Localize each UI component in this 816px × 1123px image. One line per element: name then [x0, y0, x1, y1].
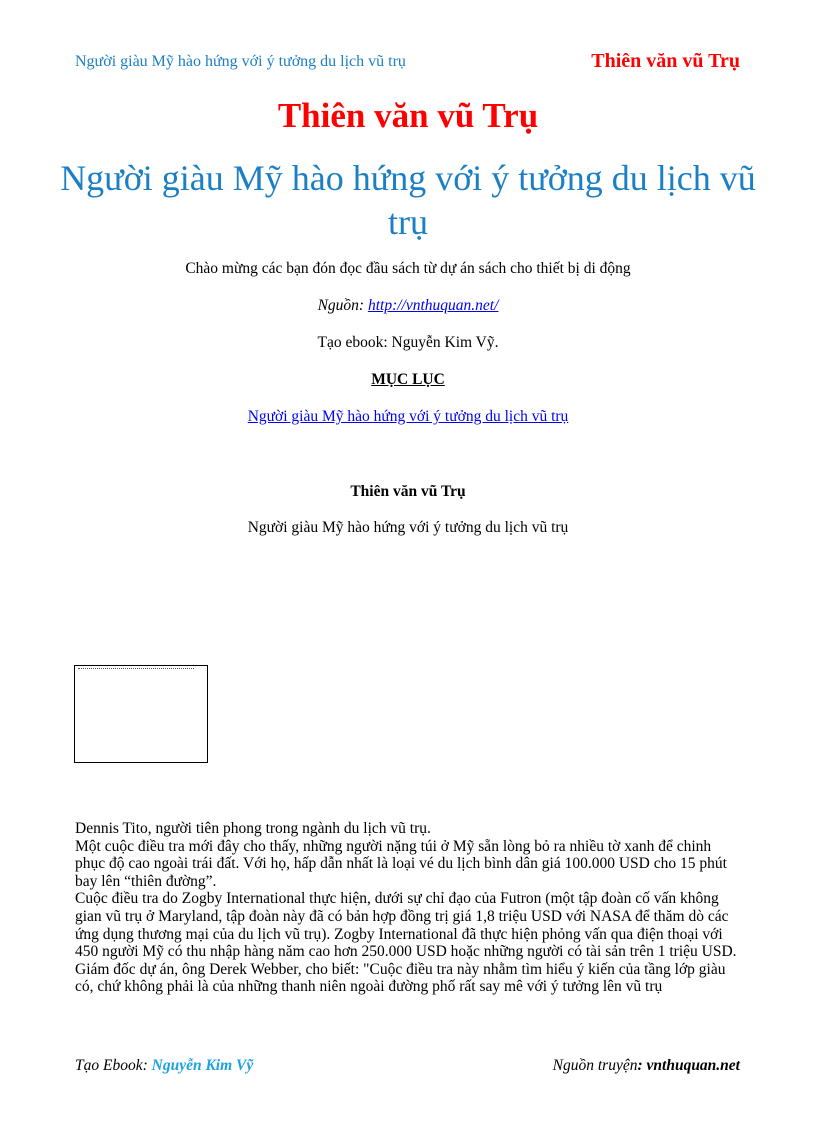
book-title: Thiên văn vũ Trụ [277, 96, 539, 135]
footer-source-separator: : [637, 1057, 647, 1074]
source-line [0, 297, 816, 315]
paragraph-3: Giám đốc dự án, ông Derek Webber, cho biết: "Cuộc điều tra này nhằm tìm hiểu ý kiến của tầng lớp giàu có, chứ không phải là của những thanh niên ngoài đường phố rất say mê với ý tưởng lên vũ trụ [75, 960, 726, 996]
footer-creator-label: Tạo Ebook [75, 1057, 143, 1074]
toc-item-link[interactable]: Người giàu Mỹ hào hứng với ý tưởng du lịch vũ trụ [247, 408, 569, 425]
creator-line: Tạo ebook: Nguyễn Kim Vỹ. [317, 334, 499, 351]
image-caption: Dennis Tito, người tiên phong trong ngành du lịch vũ trụ. [75, 820, 431, 837]
image-placeholder [74, 665, 208, 763]
footer-source-site: vnthuquan.net [646, 1057, 740, 1074]
section-title: Thiên văn vũ Trụ [350, 483, 466, 500]
section-subtitle: Người giàu Mỹ hào hứng với ý tưởng du lịch vũ trụ [247, 519, 569, 536]
footer-source-label: Nguồn truyện [552, 1057, 638, 1074]
image-placeholder-line [78, 668, 194, 669]
footer-source [553, 1057, 740, 1075]
source-label: Nguồn: [317, 297, 368, 314]
welcome-text: Chào mừng các bạn đón đọc đầu sách từ dự án sách cho thiết bị di động [185, 260, 631, 277]
running-header-right: Thiên văn vũ Trụ [591, 50, 740, 72]
paragraph-2: Cuộc điều tra do Zogby International thực hiện, dưới sự chỉ đạo của Futron (một tập đoàn cố vấn không gian vũ trụ ở Maryland, tập đoàn này đã có bản hợp đồng trị giá 1,8 triệu USD với NASA để thăm dò các ứng dụng thương mại của du lịch vũ trụ). Zogby International đã thực hiện phỏng vấn qua điện thoại với 450 người Mỹ có thu nhập hàng năm cao hơn 250.000 USD hoặc những người có tài sản trên 1 triệu USD. [75, 890, 737, 961]
source-link[interactable]: http://vnthuquan.net/ [367, 297, 499, 314]
footer-creator-separator: : [142, 1057, 152, 1074]
running-header-left: Người giàu Mỹ hào hứng với ý tưởng du lịch vũ trụ [75, 53, 406, 70]
paragraph-1: Một cuộc điều tra mới đây cho thấy, những người nặng túi ở Mỹ sẵn lòng bỏ ra nhiều tờ xanh để chinh phục độ cao ngoài trái đất. Với họ, hấp dẫn nhất là loại vé du lịch bình dân giá 100.000 USD cho 15 phút bay lên “thiên đường”. [75, 837, 727, 890]
footer-creator [75, 1057, 253, 1075]
article-body [75, 820, 743, 996]
toc-heading: MỤC LỤC [371, 371, 445, 388]
footer-creator-name: Nguyễn Kim Vỹ [151, 1057, 254, 1074]
book-subtitle: Người giàu Mỹ hào hứng với ý tưởng du lịch vũ trụ [60, 158, 756, 242]
